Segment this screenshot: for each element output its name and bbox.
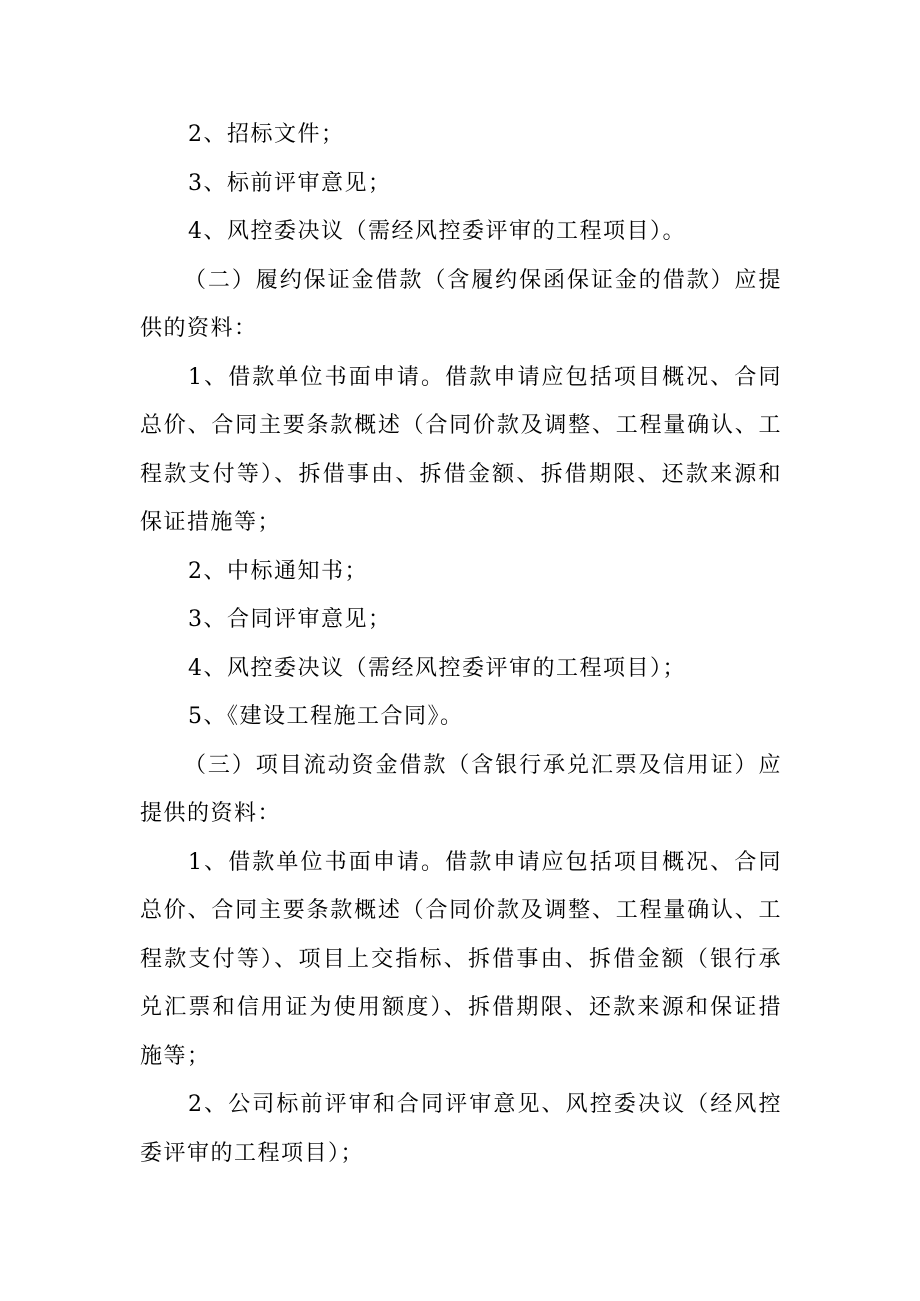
paragraph-item-4-risk-committee-decision: 4、风控委决议（需经风控委评审的工程项目）；	[188, 655, 686, 681]
paragraph-item-4-risk-committee: 4、风控委决议（需经风控委评审的工程项目）。	[188, 219, 686, 244]
paragraph-item-2-award-notice: 2、中标通知书；	[188, 558, 368, 584]
paragraph-item-1-written-application: 1、借款单位书面申请。借款申请应包括项目概况、合同总价、合同主要条款概述（合同价款及调整、工程量确认、工程款支付等）、拆借事由、拆借金额、拆借期限、还款来源和保证措施等；	[140, 364, 782, 535]
paragraph-item-2-company-review: 2、公司标前评审和合同评审意见、风控委决议（经风控委评审的工程项目）；	[140, 1092, 782, 1166]
paragraph-item-3-pre-bid-review: 3、标前评审意见；	[188, 170, 392, 196]
paragraph-item-3-contract-review: 3、合同评审意见；	[188, 607, 392, 632]
paragraph-item-5-construction-contract: 5、《建设工程施工合同》。	[188, 704, 464, 729]
paragraph-item-2-bidding-documents: 2、招标文件；	[188, 122, 345, 147]
paragraph-item-1-working-capital-application: 1、借款单位书面申请。借款申请应包括项目概况、合同总价、合同主要条款概述（合同价款及调整、工程量确认、工程款支付等）、项目上交指标、拆借事由、拆借金额（银行承兑汇票和信用证为使用额度）、拆借期限、还款来源和保证措施等；	[140, 849, 782, 1069]
section-heading-3-working-capital-loan: （三）项目流动资金借款（含银行承兑汇票及信用证）应提供的资料：	[140, 752, 782, 826]
section-heading-2-performance-bond-loan: （二）履约保证金借款（含履约保函保证金的借款）应提供的资料：	[140, 267, 782, 341]
